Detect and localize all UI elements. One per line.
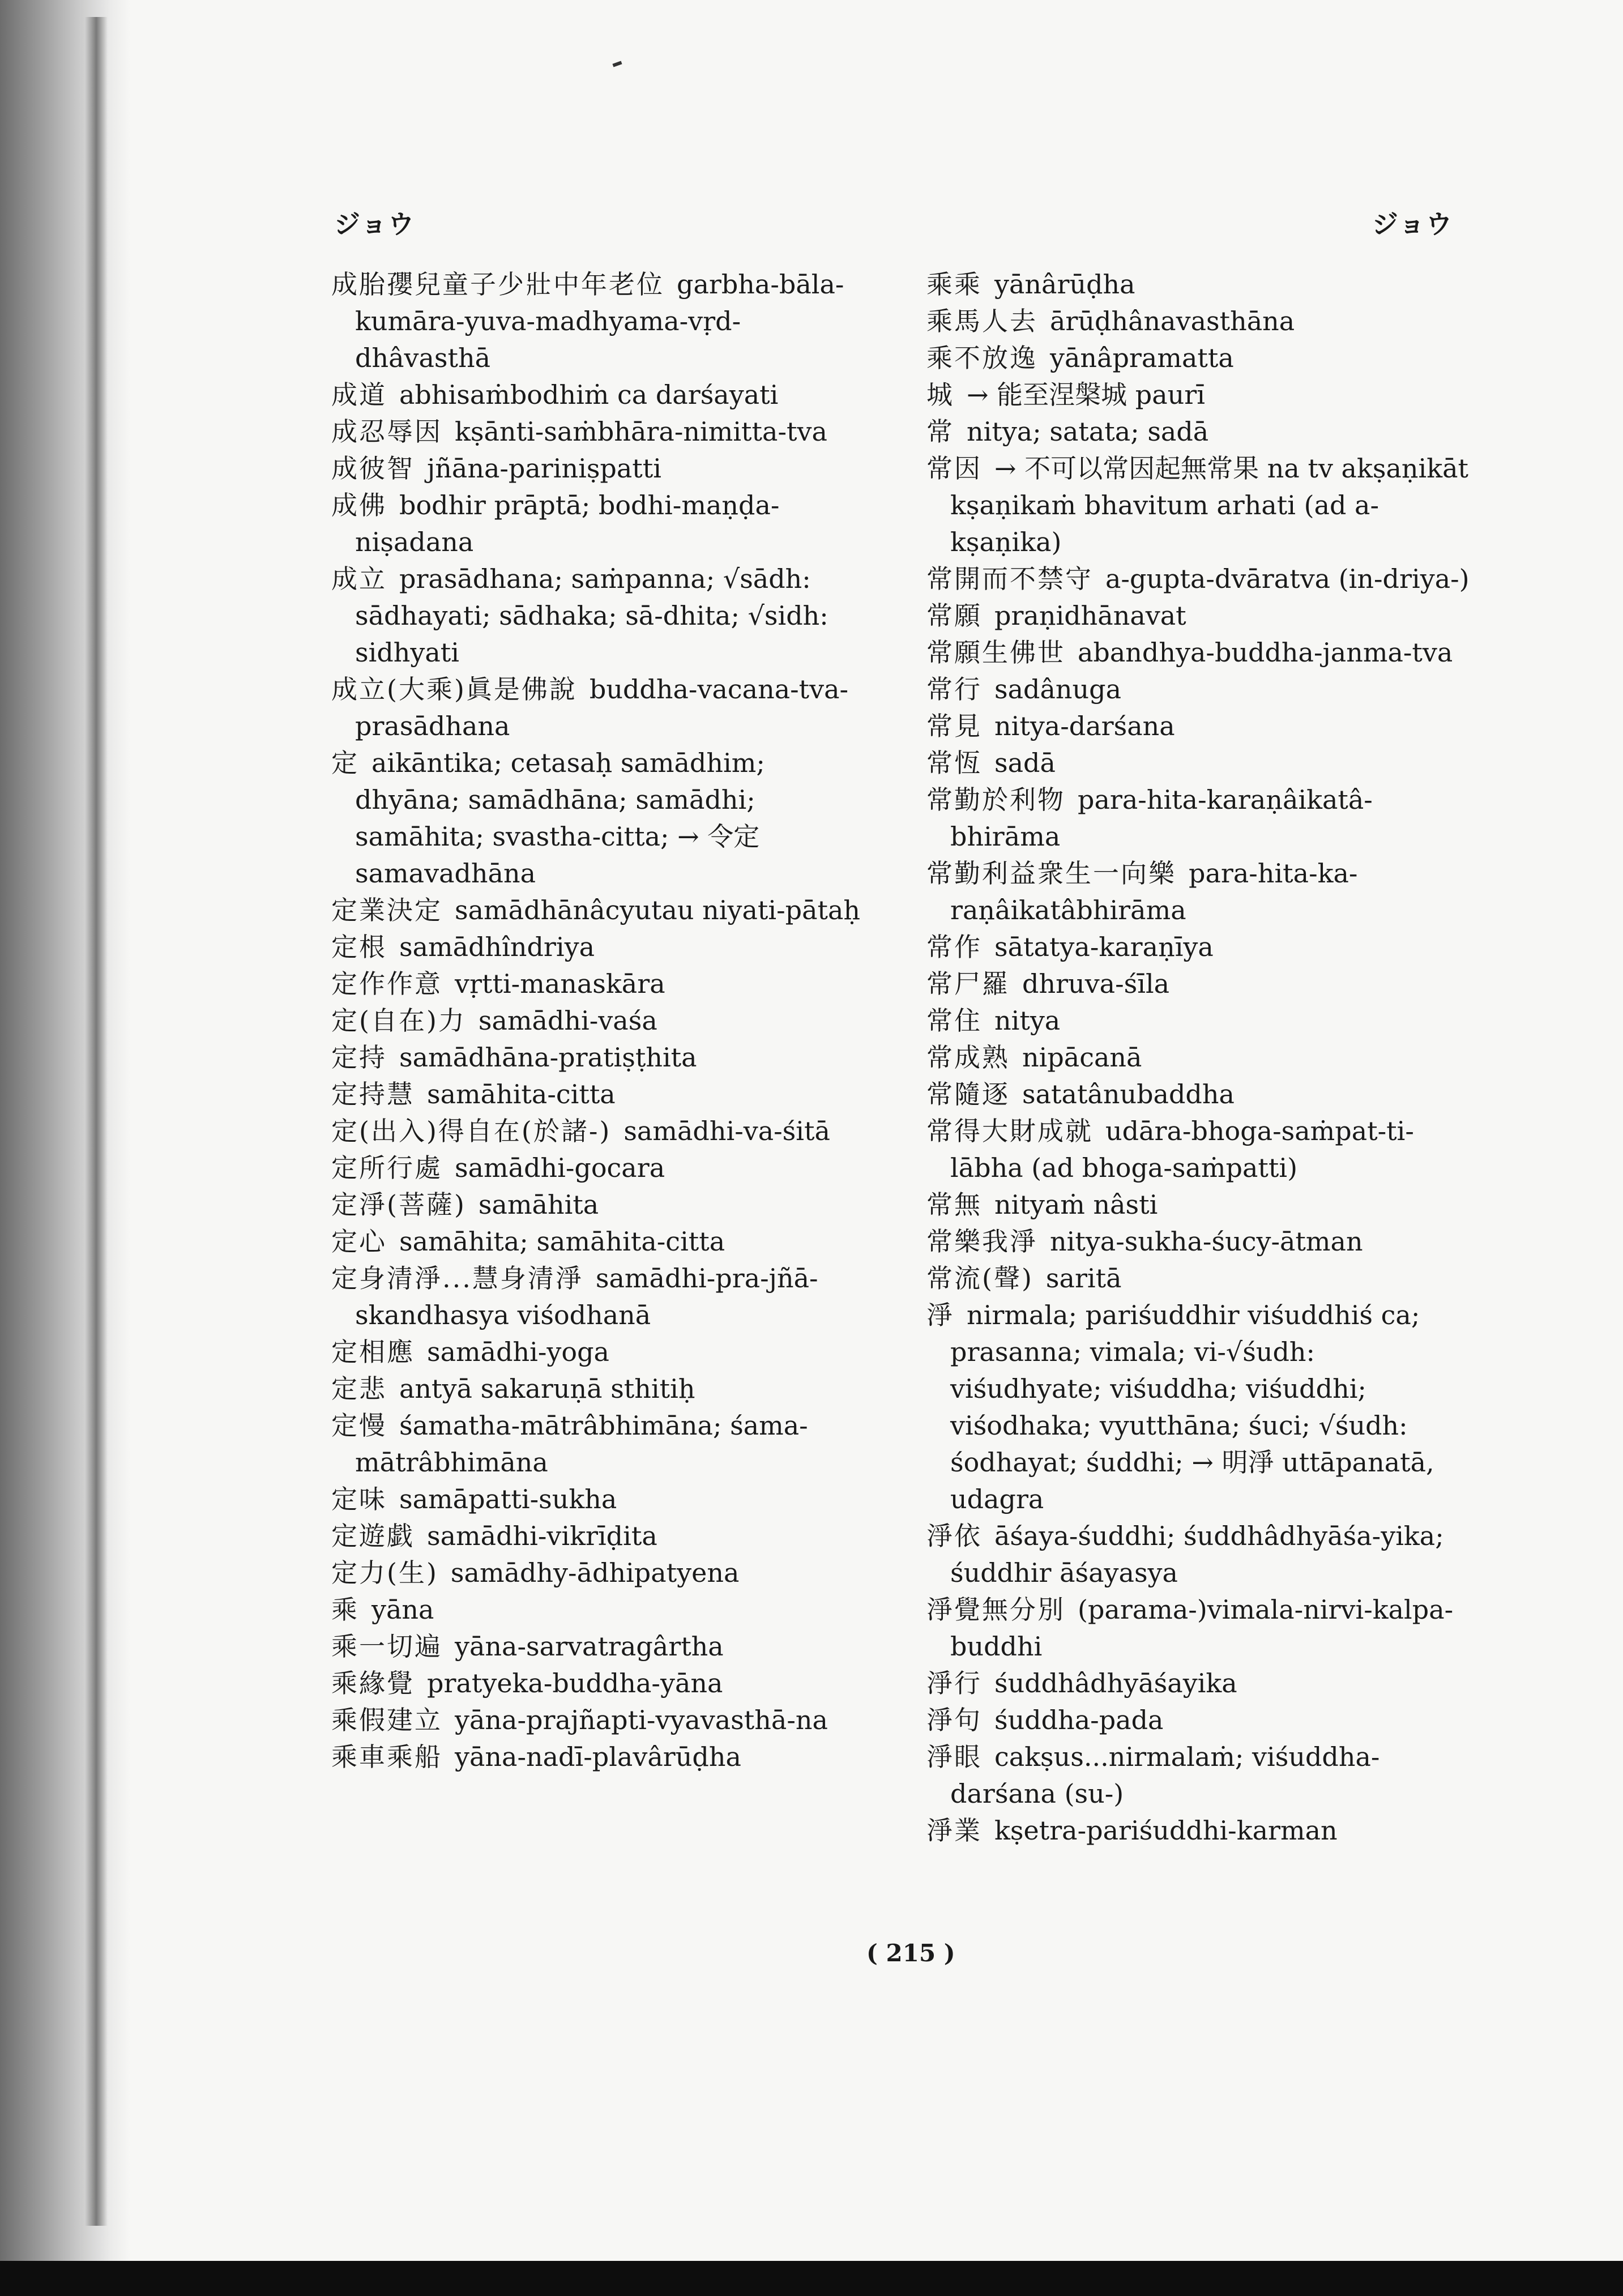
dictionary-entry [331,1518,875,1555]
dictionary-entry [926,1039,1470,1076]
dictionary-entry [926,1702,1470,1739]
dictionary-entry [331,450,875,487]
entry-headword: 乘一切遍 [331,1631,442,1662]
dictionary-entry [926,1297,1470,1518]
dictionary-entry [331,487,875,561]
page-number: ( 215 ) [866,1939,955,1967]
entry-definition: sātatya-karaṇīya [994,932,1214,962]
entry-definition: yāna-prajñapti-vyavasthā-na [455,1705,828,1735]
entry-definition: samāpatti-sukha [399,1484,617,1514]
entry-headword: 常因 [926,453,982,484]
entry-definition: āśaya-śuddhi; śuddhâdhyāśa-yika; śuddhir āśayasya [950,1521,1444,1588]
entry-definition: sadânuga [994,674,1122,705]
entry-headword: 定持慧 [331,1079,415,1109]
entry-definition: cakṣus...nirmalaṁ; viśuddha-darśana (su-) [950,1742,1380,1809]
entry-headword: 淨眼 [926,1742,982,1772]
dictionary-entry [331,1739,875,1776]
dictionary-entry [331,671,875,745]
entry-definition: nitya-darśana [994,711,1175,741]
entry-definition: yāna [371,1594,434,1625]
dictionary-entry [926,340,1470,377]
entry-headword: 淨依 [926,1521,982,1551]
dictionary-entry [331,561,875,671]
dictionary-entry [331,929,875,966]
dictionary-entry [331,1628,875,1665]
dictionary-entry [331,1113,875,1150]
dictionary-entry [331,1702,875,1739]
dictionary-entry [331,1665,875,1702]
entry-definition: samādhi-va-śitā [623,1116,830,1146]
dictionary-entry [331,1334,875,1371]
dictionary-entry [926,450,1470,561]
entry-headword: 常願 [926,600,982,631]
dictionary-entry [926,745,1470,782]
entry-definition: samāhita; samāhita-citta [399,1226,725,1257]
entry-definition: aikāntika; cetasaḥ samādhim; dhyāna; samādhāna; samādhi; samāhita; svastha-citta; → 令定 samavadhāna [355,748,765,889]
entry-headword: 常勤利益衆生一向樂 [926,858,1176,889]
entry-headword: 常開而不禁守 [926,564,1093,594]
entry-headword: 常尸羅 [926,968,1010,999]
entry-headword: 定(出入)得自在(於諸-) [331,1116,612,1146]
dictionary-entry [331,1076,875,1113]
dictionary-entry [331,1002,875,1039]
scan-bottom-band [0,2261,1623,2296]
entry-definition: samāhita-citta [427,1079,616,1109]
dictionary-entry [926,671,1470,708]
dictionary-entry [331,1371,875,1407]
entry-definition: samādhi-gocara [455,1153,665,1183]
dictionary-entry [926,1187,1470,1223]
entry-headword: 城 [926,379,954,410]
entry-definition: garbha-bāla-kumāra-yuva-madhyama-vṛd-dhâvasthā [355,269,844,373]
entry-headword: 成立(大乘)眞是佛說 [331,674,577,705]
dictionary-entry [926,1591,1470,1665]
dictionary-entry [331,966,875,1002]
entry-definition: udāra-bhoga-saṁpat-ti-lābha (ad bhoga-saṁpatti) [950,1116,1414,1183]
entry-definition: (parama-)vimala-nirvi-kalpa-buddhi [950,1594,1454,1662]
entry-definition: yāna-nadī-plavârūḍha [455,1742,741,1772]
entry-definition: samādhi-pra-jñā-skandhasya viśodhanā [355,1263,818,1330]
entry-headword: 淨 [926,1300,954,1330]
entry-headword: 成忍辱因 [331,416,442,447]
entry-definition: samādhi-yoga [427,1337,609,1367]
entry-headword: 常行 [926,674,982,705]
entry-headword: 定心 [331,1226,387,1257]
entry-definition: samāhita [478,1189,599,1220]
dictionary-entry [926,1812,1470,1849]
entry-headword: 成佛 [331,490,387,520]
entry-definition: abhisaṁbodhiṁ ca darśayati [399,379,779,410]
dictionary-entry [331,1260,875,1334]
entry-headword: 淨句 [926,1705,982,1735]
entry-definition: śuddhâdhyāśayika [994,1668,1237,1698]
dictionary-entry [926,266,1470,303]
scan-shadow [0,0,130,2296]
entry-definition: samādhi-vaśa [478,1005,657,1036]
entry-headword: 常得大財成就 [926,1116,1093,1146]
entry-definition: sadā [994,748,1056,778]
dictionary-entry [926,413,1470,450]
dictionary-entry [926,1739,1470,1812]
entry-headword: 常無 [926,1189,982,1220]
left-column [331,266,875,1776]
entry-definition: samādhi-vikrīḍita [427,1521,657,1551]
entry-definition: prasādhana; saṁpanna; √sādh: sādhayati; sādhaka; sā-dhita; √sidh: sidhyati [355,564,828,668]
entry-headword: 定作作意 [331,968,442,999]
entry-definition: yāna-sarvatragârtha [455,1631,724,1662]
entry-headword: 常願生佛世 [926,637,1065,668]
dictionary-entry [926,1113,1470,1187]
entry-headword: 定(自在)力 [331,1005,466,1036]
entry-headword: 常成熟 [926,1042,1010,1073]
entry-headword: 定味 [331,1484,387,1514]
entry-headword: 常見 [926,711,982,741]
entry-definition: nitya-sukha-śucy-ātman [1050,1226,1363,1257]
entry-definition: → 不可以常因起無常果 na tv akṣaṇikāt kṣaṇikaṁ bhavitum arhati (ad a-kṣaṇika) [950,453,1469,557]
dictionary-entry [926,377,1470,413]
entry-definition: para-hita-karaṇâikatâ-bhirāma [950,784,1373,852]
entry-definition: buddha-vacana-tva-prasādhana [355,674,849,741]
entry-headword: 乘 [331,1594,359,1625]
dictionary-entry [926,1260,1470,1297]
dictionary-entry [926,1665,1470,1702]
entry-headword: 定悲 [331,1373,387,1404]
entry-definition: samādhānâcyutau niyati-pātaḥ [455,895,861,925]
entry-headword: 成道 [331,379,387,410]
entry-definition: → 能至涅槃城 paurī [967,379,1205,410]
dictionary-entry [926,1223,1470,1260]
entry-headword: 定 [331,748,359,778]
entry-headword: 定遊戯 [331,1521,415,1551]
entry-definition: jñāna-pariniṣpatti [427,453,661,484]
entry-definition: ārūḍhânavasthāna [1050,306,1295,336]
dictionary-entry [926,1518,1470,1591]
dictionary-entry [331,1187,875,1223]
entry-headword: 淨覺無分別 [926,1594,1065,1625]
dictionary-entry [926,598,1470,634]
entry-definition: samādhy-ādhipatyena [450,1557,740,1588]
entry-definition: nipācanā [1022,1042,1142,1073]
entry-headword: 乘不放逸 [926,343,1037,373]
running-head-right: ジョウ [1372,209,1453,240]
entry-headword: 乘乘 [926,269,982,300]
dictionary-entry [926,929,1470,966]
dictionary-entry [331,1555,875,1591]
entry-definition: abandhya-buddha-janma-tva [1078,637,1453,668]
entry-headword: 乘車乘船 [331,1742,442,1772]
entry-headword: 乘緣覺 [331,1668,415,1698]
entry-headword: 定根 [331,932,387,962]
entry-definition: śamatha-mātrâbhimāna; śama-mātrâbhimāna [355,1410,808,1478]
entry-definition: nitya [994,1005,1061,1036]
entry-definition: samādhîndriya [399,932,595,962]
dictionary-entry [331,892,875,929]
entry-definition: bodhir prāptā; bodhi-maṇḍa-niṣadana [355,490,780,557]
entry-headword: 定力(生) [331,1557,438,1588]
ink-speck [612,61,622,67]
entry-headword: 淨業 [926,1815,982,1846]
entry-headword: 常住 [926,1005,982,1036]
entry-headword: 乘馬人去 [926,306,1037,336]
entry-definition: kṣetra-pariśuddhi-karman [994,1815,1338,1846]
dictionary-entry [331,1150,875,1187]
entry-definition: para-hita-ka-raṇâikatâbhirāma [950,858,1358,925]
entry-definition: yānârūḍha [994,269,1135,300]
entry-headword: 常勤於利物 [926,784,1065,815]
dictionary-entry [926,855,1470,929]
entry-definition: yānâpramatta [1050,343,1234,373]
dictionary-entry [926,303,1470,340]
dictionary-entry [331,413,875,450]
dictionary-entry [331,1039,875,1076]
entry-definition: a-gupta-dvāratva (in-driya-) [1105,564,1470,594]
right-column [926,266,1470,1849]
entry-definition: śuddha-pada [994,1705,1164,1735]
entry-definition: satatânubaddha [1022,1079,1235,1109]
entry-headword: 常作 [926,932,982,962]
dictionary-entry [331,1223,875,1260]
entry-headword: 成彼智 [331,453,415,484]
dictionary-entry [331,1591,875,1628]
entry-definition: nitya; satata; sadā [967,416,1209,447]
dictionary-entry [926,1002,1470,1039]
dictionary-entry [331,1481,875,1518]
dictionary-entry [926,1076,1470,1113]
entry-definition: saritā [1045,1263,1122,1294]
entry-headword: 定持 [331,1042,387,1073]
entry-definition: antyā sakaruṇā sthitiḥ [399,1373,695,1404]
dictionary-entry [926,966,1470,1002]
dictionary-entry [926,634,1470,671]
dictionary-entry [331,377,875,413]
dictionary-entry [331,745,875,892]
entry-definition: pratyeka-buddha-yāna [427,1668,723,1698]
entry-headword: 定淨(菩薩) [331,1189,466,1220]
entry-definition: dhruva-śīla [1022,968,1170,999]
running-head-left: ジョウ [334,209,416,240]
entry-headword: 定業決定 [331,895,442,925]
entry-headword: 淨行 [926,1668,982,1698]
dictionary-entry [926,708,1470,745]
dictionary-entry [331,266,875,377]
entry-definition: nirmala; pariśuddhir viśuddhiś ca; prasanna; vimala; vi-√śudh: viśudhyate; viśuddha; viśuddhi; viśodhaka; vyutthāna; śuci; √śudh: śodhayat; śuddhi; → 明淨 uttāpanatā, udagra [950,1300,1434,1514]
entry-headword: 成立 [331,564,387,594]
entry-definition: nityaṁ nâsti [994,1189,1158,1220]
entry-headword: 定所行處 [331,1153,442,1183]
entry-headword: 常隨逐 [926,1079,1010,1109]
entry-headword: 定身清淨...慧身清淨 [331,1263,583,1294]
entry-headword: 定慢 [331,1410,387,1441]
entry-headword: 定相應 [331,1337,415,1367]
entry-definition: praṇidhānavat [994,600,1186,631]
entry-definition: kṣānti-saṁbhāra-nimitta-tva [455,416,827,447]
entry-headword: 常流(聲) [926,1263,1033,1294]
entry-definition: vṛtti-manaskāra [455,968,665,999]
dictionary-entry [926,561,1470,598]
entry-definition: samādhāna-pratiṣṭhita [399,1042,697,1073]
dictionary-entry [926,782,1470,855]
entry-headword: 乘假建立 [331,1705,442,1735]
entry-headword: 常樂我淨 [926,1226,1037,1257]
dictionary-entry [331,1407,875,1481]
entry-headword: 成胎孾兒童子少壯中年老位 [331,269,664,300]
entry-headword: 常恆 [926,748,982,778]
entry-headword: 常 [926,416,954,447]
